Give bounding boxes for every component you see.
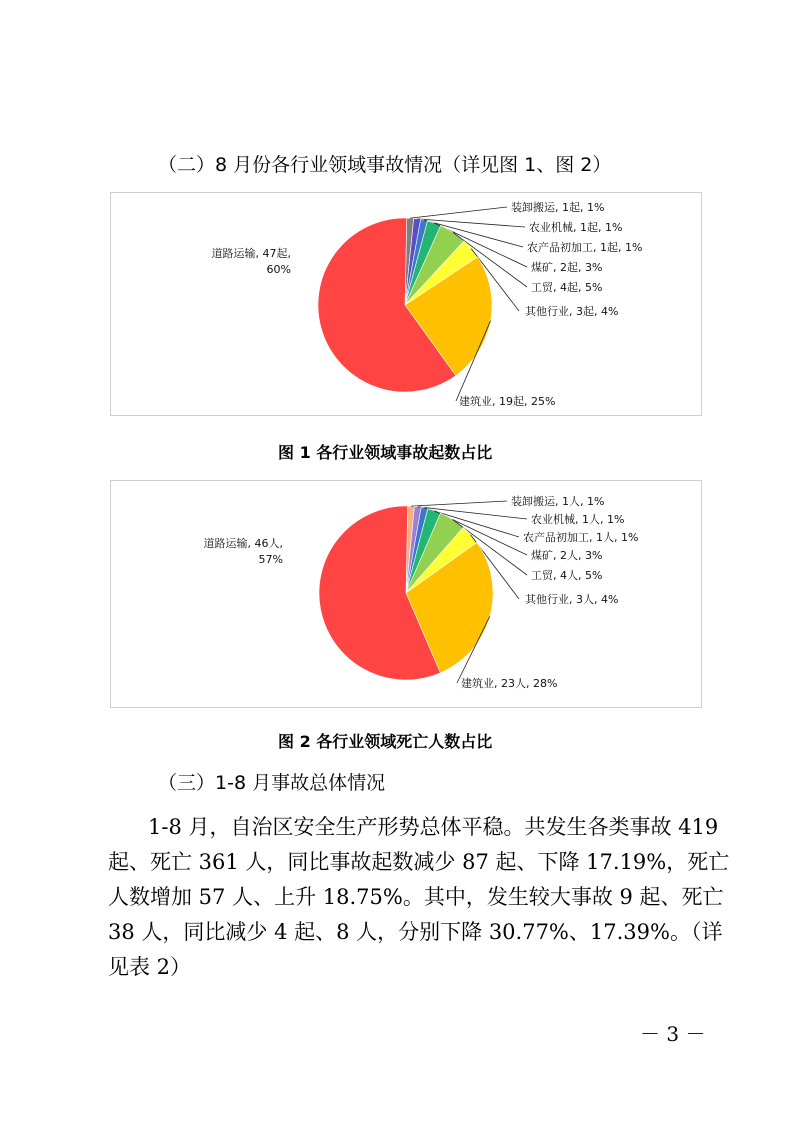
slice-label: 建筑业, 19起, 25%: [459, 395, 556, 408]
slice-label: 农产品初加工, 1起, 1%: [527, 241, 643, 254]
paragraph-line: 38 人，同比减少 4 起、8 人，分别下降 30.77%、17.39%。（详: [108, 920, 723, 944]
section3-heading: （三）1-8 月事故总体情况: [158, 772, 386, 794]
slice-label: 农产品初加工, 1人, 1%: [523, 531, 639, 544]
leader-line: [410, 207, 507, 218]
section2-heading: （二）8 月份各行业领域事故情况（详见图 1、图 2）: [158, 154, 612, 176]
paragraph-line: 起、死亡 361 人，同比事故起数减少 87 起、下降 17.19%，死亡: [108, 850, 730, 874]
slice-label: 农业机械, 1人, 1%: [531, 513, 625, 526]
page-number: － 3 －: [640, 1022, 706, 1046]
paragraph-line: 1-8 月，自治区安全生产形势总体平稳。共发生各类事故 419: [148, 815, 719, 839]
figure1-caption: 图 1 各行业领域事故起数占比: [278, 443, 493, 462]
slice-label: 装卸搬运, 1起, 1%: [511, 201, 605, 214]
slice-label: 道路运输, 47起,: [211, 247, 291, 260]
slice-label: 道路运输, 46人,: [203, 537, 283, 550]
slice-label: 工贸, 4人, 5%: [531, 569, 603, 582]
slice-label: 煤矿, 2起, 3%: [531, 261, 603, 274]
slice-label: 煤矿, 2人, 3%: [531, 549, 603, 562]
pie-chart-1-svg: [111, 193, 701, 415]
slice-label: 农业机械, 1起, 1%: [529, 221, 623, 234]
pie-chart-2-svg: [111, 481, 701, 707]
slice-label: 其他行业, 3人, 4%: [525, 593, 619, 606]
slice-label: 57%: [258, 553, 283, 566]
slice-label: 建筑业, 23人, 28%: [461, 677, 558, 690]
pie-chart-accident-count: [110, 192, 702, 416]
summary-paragraph: [108, 810, 730, 985]
pie-chart-death-count: [110, 480, 702, 708]
paragraph-line: 见表 2）: [108, 955, 192, 979]
paragraph-line: 人数增加 57 人、上升 18.75%。其中，发生较大事故 9 起、死亡: [108, 885, 724, 909]
leader-line: [411, 501, 507, 506]
slice-label: 其他行业, 3起, 4%: [525, 305, 619, 318]
slice-label: 60%: [266, 263, 291, 276]
figure2-caption: 图 2 各行业领域死亡人数占比: [278, 732, 493, 751]
slice-label: 装卸搬运, 1人, 1%: [511, 495, 605, 508]
slice-label: 工贸, 4起, 5%: [531, 281, 603, 294]
